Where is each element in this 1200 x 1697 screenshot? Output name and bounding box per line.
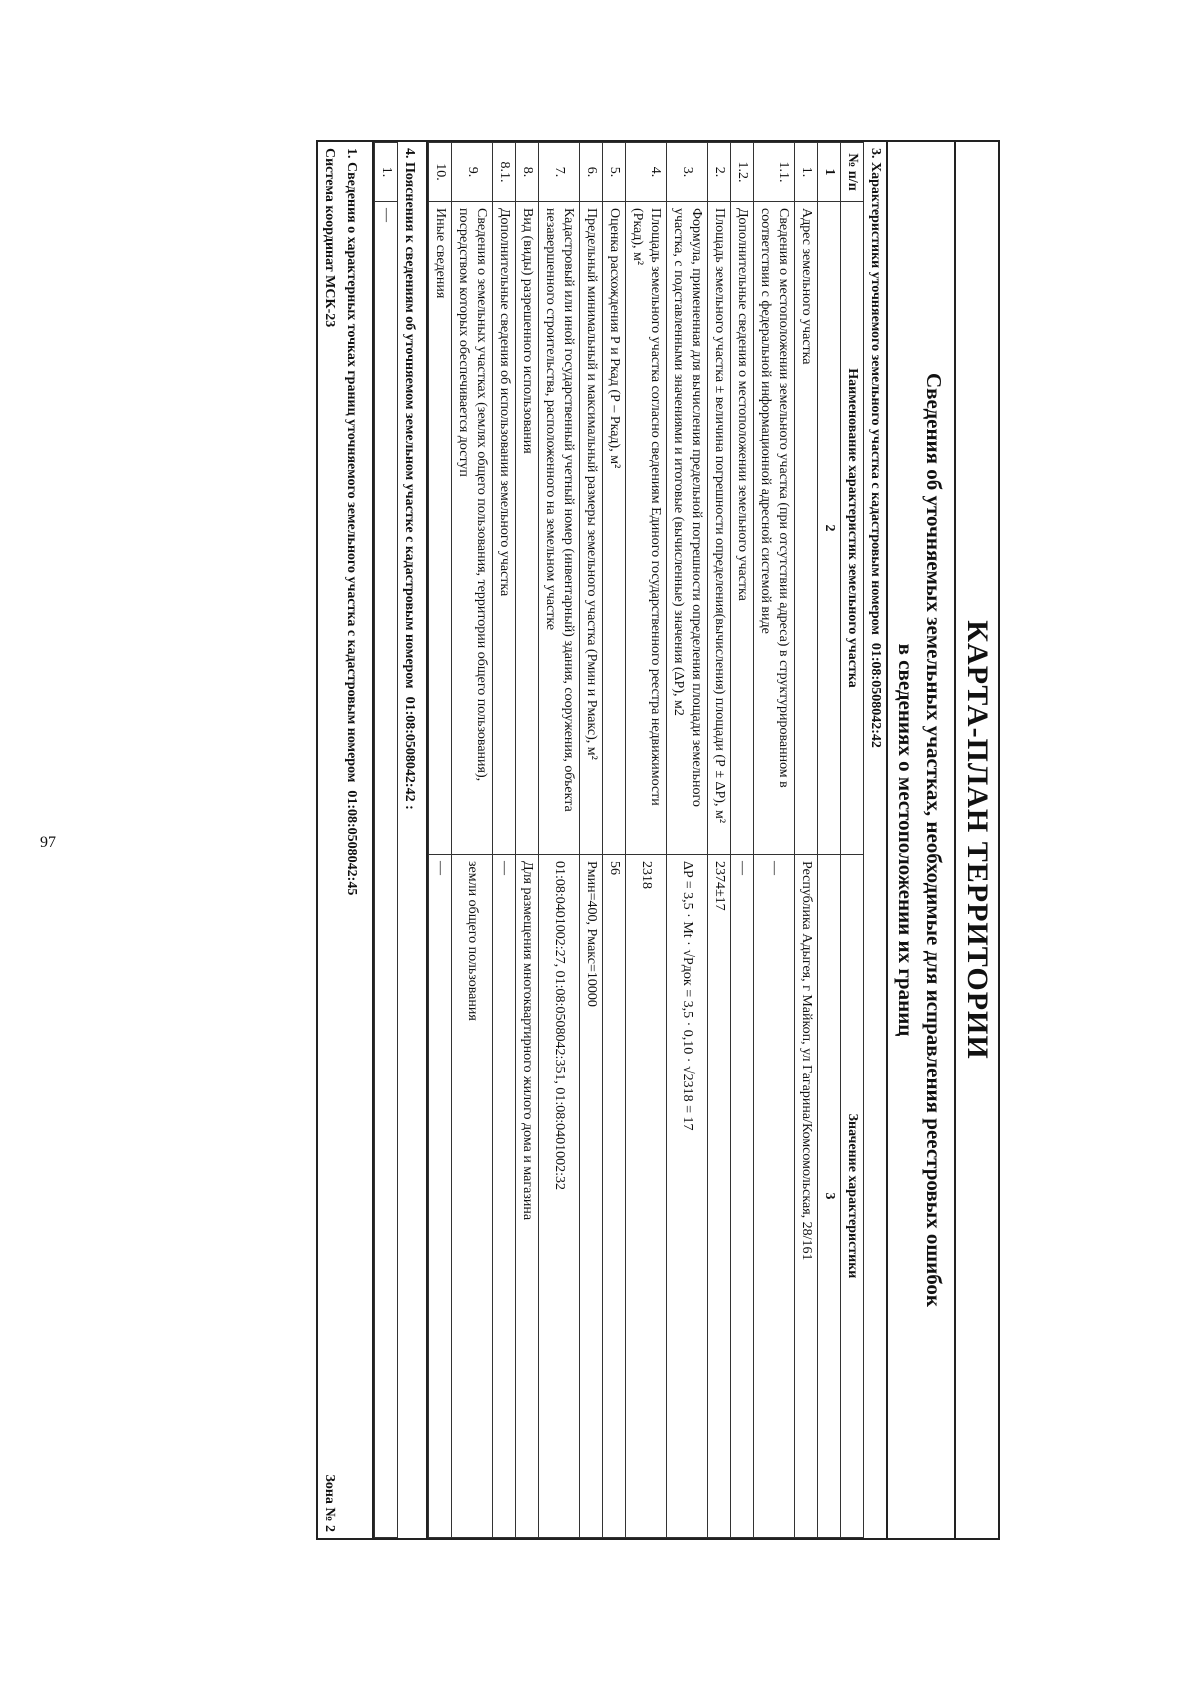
row-number: 2. <box>708 143 731 202</box>
column-index-row <box>818 143 841 1538</box>
table-header-row <box>841 143 864 1538</box>
row-value: 2374±17 <box>708 855 731 1538</box>
row-number: 5. <box>603 143 626 202</box>
row-value: Для размещения многоквартирного жилого дома и магазина <box>516 855 539 1538</box>
row-number: 7. <box>539 143 580 202</box>
subtitle-line-2: в сведениях о местоположении их границ <box>894 643 918 1037</box>
row-number: 8. <box>516 143 539 202</box>
table-row <box>493 143 516 1538</box>
document-subtitle <box>886 142 954 1538</box>
page-number: 97 <box>40 834 56 851</box>
column-index: 1 <box>818 143 841 202</box>
row-name: Дополнительные сведения об использовании земельного участка <box>493 202 516 855</box>
subtitle-line-1: Сведения об уточняемых земельных участках, необходимые для исправления реестровых ошибок <box>922 372 946 1308</box>
row-value: 56 <box>603 855 626 1538</box>
section-3-cadastral-number: 01:08:0508042:42 <box>868 642 883 748</box>
characteristics-table <box>428 142 864 1538</box>
section-3-heading-text: 3. Характеристики уточняемого земельного участка с кадастровым номером <box>868 148 883 635</box>
row-name: Площадь земельного участка согласно сведениям Единого государственного реестра недвижимости (Ркад), м² <box>626 202 667 855</box>
table-row <box>754 143 795 1538</box>
section-4-heading-text: 4. Пояснения к сведениям об уточняемом земельном участке с кадастровым номером <box>402 148 417 689</box>
table-row <box>539 143 580 1538</box>
row-number: 8.1. <box>493 143 516 202</box>
table-row <box>429 143 452 1538</box>
rotated-sheet <box>140 140 1000 1540</box>
row-name: Кадастровый или иной государственный учетный номер (инвентарный) здания, сооружения, объекта незавершенного строительства, расположенного на земельном участке <box>539 202 580 855</box>
row-value: — <box>375 202 398 1538</box>
row-value: земли общего пользования <box>452 855 493 1538</box>
row-name: Сведения о местоположении земельного участка (при отсутствии адреса) в структурированном в соответствии с федеральной информационной адресной системой виде <box>754 202 795 855</box>
table-row <box>375 143 398 1538</box>
section-1-heading <box>340 142 366 1538</box>
row-name: Формула, примененная для вычисления предельной погрешности определения площади земельного участка, с подставленными значениями и итоговые (вычисленные) значения (ΔР), м2 <box>667 202 708 855</box>
document-frame <box>316 140 1000 1540</box>
coordinate-system-row <box>318 142 340 1538</box>
table-row <box>795 143 818 1538</box>
row-value: 01:08:0401002:27, 01:08:0508042:351, 01:08:0401002:32 <box>539 855 580 1538</box>
row-name: Иные сведения <box>429 202 452 855</box>
row-value: Республика Адыгея, г Майкоп, ул Гагарина/Комсомольская, 28/161 <box>795 855 818 1538</box>
section-4-cadastral-number: 01:08:0508042:42 : <box>402 696 417 810</box>
row-number: 1.2. <box>731 143 754 202</box>
row-value: — <box>493 855 516 1538</box>
section-divider <box>366 142 374 1538</box>
row-number: 1. <box>375 143 398 202</box>
section-divider <box>420 142 428 1538</box>
row-name: Предельный минимальный и максимальный размеры земельного участка (Рмин и Рмакс), м² <box>580 202 603 855</box>
section-1-heading-text: 1. Сведения о характерных точках границ уточняемого земельного участка с кадастровым номером <box>344 148 359 783</box>
coordinate-system: Система координат МСК-23 <box>322 148 337 328</box>
table-row <box>452 143 493 1538</box>
row-number: 1. <box>795 143 818 202</box>
col-value-header: Значение характеристики <box>841 855 864 1538</box>
column-index: 2 <box>818 202 841 855</box>
section-3-heading <box>864 142 886 1538</box>
row-number: 4. <box>626 143 667 202</box>
row-number: 10. <box>429 143 452 202</box>
row-value: — <box>731 855 754 1538</box>
row-number: 3. <box>667 143 708 202</box>
table-row <box>731 143 754 1538</box>
row-value: Рмин=400, Рмакс=10000 <box>580 855 603 1538</box>
row-name: Дополнительные сведения о местоположении земельного участка <box>731 202 754 855</box>
explanations-table <box>374 142 398 1538</box>
table-row <box>603 143 626 1538</box>
row-number: 6. <box>580 143 603 202</box>
row-value: — <box>429 855 452 1538</box>
section-4-heading <box>398 142 420 1538</box>
row-name: Вид (виды) разрешенного использования <box>516 202 539 855</box>
row-name: Площадь земельного участка ± величина погрешности определения(вычисления) площади (Р ± ΔР), м² <box>708 202 731 855</box>
row-name: Оценка расхождения Р и Ркад (Р – Ркад), м² <box>603 202 626 855</box>
section-1-cadastral-number: 01:08:0508042:45 <box>344 790 359 896</box>
zone-label: Зона № 2 <box>322 1474 337 1532</box>
row-value: ΔP = 3,5 · Mt · √Pдок = 3,5 · 0,10 · √2318 = 17 <box>667 855 708 1538</box>
document-title: КАРТА-ПЛАН ТЕРРИТОРИИ <box>954 142 998 1538</box>
table-row <box>580 143 603 1538</box>
row-value: 2318 <box>626 855 667 1538</box>
table-row <box>667 143 708 1538</box>
column-index: 3 <box>818 855 841 1538</box>
row-number: 1.1. <box>754 143 795 202</box>
row-name: Адрес земельного участка <box>795 202 818 855</box>
table-row <box>626 143 667 1538</box>
row-value: — <box>754 855 795 1538</box>
table-row <box>708 143 731 1538</box>
row-number: 9. <box>452 143 493 202</box>
col-number-header: № п/п <box>841 143 864 202</box>
row-name: Сведения о земельных участках (землях общего пользования, территории общего пользования), посредством которых обеспечивается доступ <box>452 202 493 855</box>
table-row <box>516 143 539 1538</box>
col-name-header: Наименование характеристик земельного участка <box>841 202 864 855</box>
